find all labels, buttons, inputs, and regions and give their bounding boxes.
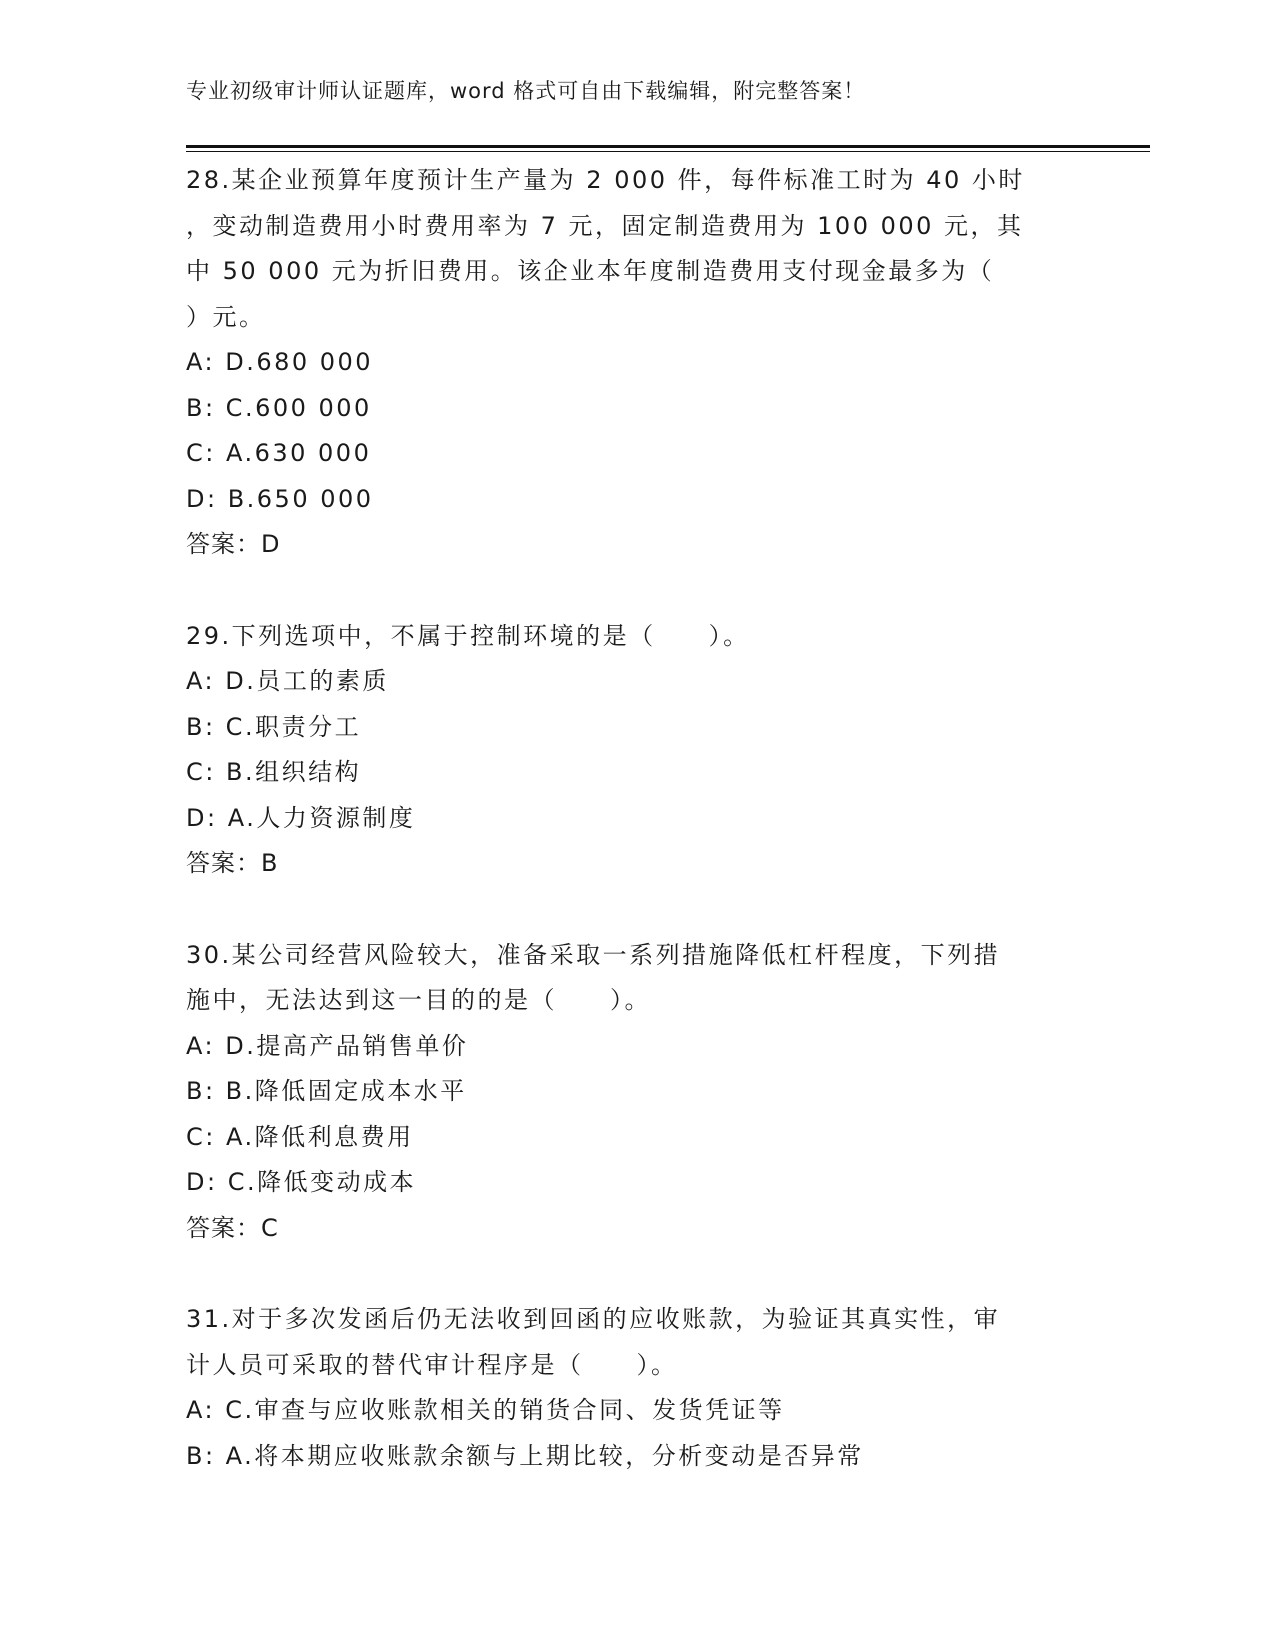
option-d: D: C.降低变动成本 [186, 1168, 417, 1196]
option-d: D: A.人力资源制度 [186, 803, 416, 832]
option-b: B: A.将本期应收账款余额与上期比较，分析变动是否异常 [186, 1441, 864, 1470]
question-list [186, 158, 1086, 1525]
question-stem-line: 中 50 000 元为折旧费用。该企业本年度制造费用支付现金最多为（ [186, 257, 995, 285]
option-c: C: B.组织结构 [186, 758, 362, 786]
question-stem-line: ，变动制造费用小时费用率为 7 元，固定制造费用为 100 000 元，其 [186, 211, 1024, 240]
option-a: A: C.审查与应收账款相关的销货合同、发货凭证等 [186, 1396, 785, 1424]
question-stem-line: 29.下列选项中，不属于控制环境的是（ ）。 [186, 621, 750, 650]
answer-key: 答案：C [186, 1213, 279, 1242]
question-28 [186, 158, 1086, 568]
option-c: C: A.降低利息费用 [186, 1122, 414, 1151]
question-29 [186, 614, 1086, 887]
question-stem-line: 28.某企业预算年度预计生产量为 2 000 件，每件标准工时为 40 小时 [186, 166, 1025, 194]
option-d: D: B.650 000 [186, 484, 374, 513]
option-a: A: D.680 000 [186, 348, 374, 376]
page-header: 专业初级审计师认证题库，word 格式可自由下载编辑，附完整答案！ [186, 79, 866, 103]
question-stem-line: 31.对于多次发函后仍无法收到回函的应收账款，为验证其真实性，审 [186, 1305, 1001, 1333]
answer-key: 答案：D [186, 530, 281, 558]
header-divider-thick [186, 145, 1150, 148]
option-b: B: C.职责分工 [186, 712, 362, 741]
header-divider-thin [186, 151, 1150, 152]
option-b: B: C.600 000 [186, 393, 372, 422]
question-stem-line: 计人员可采取的替代审计程序是（ ）。 [186, 1350, 678, 1379]
option-a: A: D.员工的素质 [186, 667, 389, 695]
option-a: A: D.提高产品销售单价 [186, 1031, 469, 1060]
option-c: C: A.630 000 [186, 439, 372, 467]
question-stem-line: ）元。 [186, 302, 266, 331]
question-stem-line: 施中，无法达到这一目的的是（ ）。 [186, 986, 651, 1014]
answer-key: 答案：B [186, 849, 279, 877]
question-30 [186, 933, 1086, 1252]
option-b: B: B.降低固定成本水平 [186, 1077, 467, 1105]
question-31 [186, 1297, 1086, 1479]
question-stem-line: 30.某公司经营风险较大，准备采取一系列措施降低杠杆程度，下列措 [186, 940, 1001, 969]
